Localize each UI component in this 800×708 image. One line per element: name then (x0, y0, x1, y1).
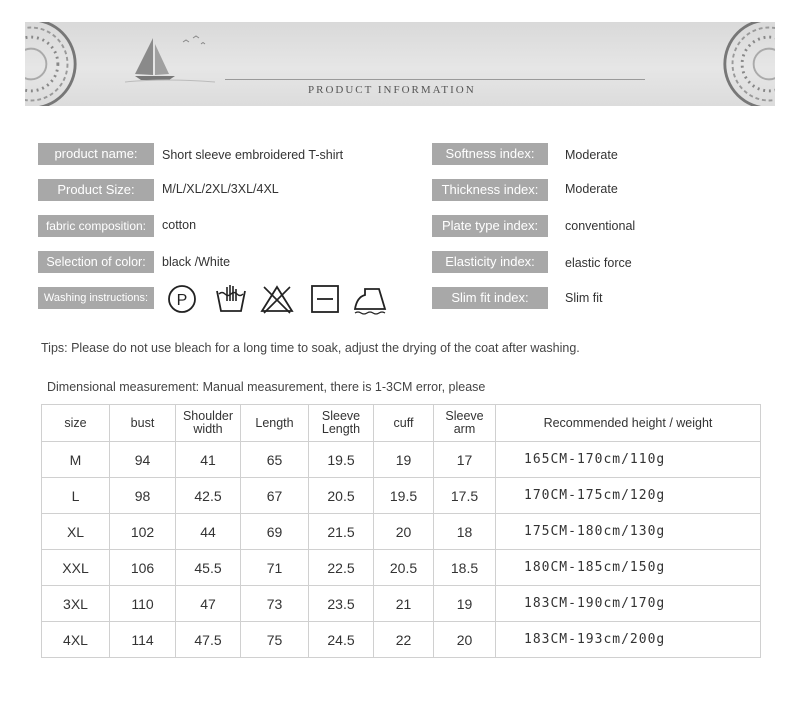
table-cell: M (42, 442, 110, 478)
value-softness-index: Moderate (565, 148, 618, 162)
value-product-name: Short sleeve embroidered T-shirt (162, 148, 344, 162)
table-cell: 41 (176, 442, 241, 478)
table-cell: 20 (434, 622, 496, 658)
header-cuff: cuff (374, 405, 434, 442)
table-cell: 22.5 (309, 550, 374, 586)
table-cell: 22 (374, 622, 434, 658)
table-cell: 47 (176, 586, 241, 622)
dry-clean-p-icon (169, 286, 195, 312)
table-cell: 102 (110, 514, 176, 550)
label-thickness-index: Thickness index: (432, 179, 548, 201)
header-bust: bust (110, 405, 176, 442)
label-washing-instructions: Washing instructions: (38, 287, 154, 309)
table-row (42, 550, 761, 586)
table-row (42, 622, 761, 658)
table-cell: XXL (42, 550, 110, 586)
table-cell: 106 (110, 550, 176, 586)
banner-title: PRODUCT INFORMATION (308, 84, 476, 96)
table-cell: 19.5 (309, 442, 374, 478)
banner-divider (225, 79, 645, 80)
value-fabric-composition: cotton (162, 218, 197, 232)
label-product-size: Product Size: (38, 179, 154, 201)
table-cell: 183CM-193cm/200g (496, 622, 761, 658)
table-row (42, 442, 761, 478)
header-recommended: Recommended height / weight (496, 405, 761, 442)
table-cell: 183CM-190cm/170g (496, 586, 761, 622)
no-bleach-icon (262, 287, 292, 313)
table-cell: 65 (241, 442, 309, 478)
table-cell: XL (42, 514, 110, 550)
label-plate-type-index: Plate type index: (432, 215, 548, 237)
washing-tips: Tips: Please do not use bleach for a long time to soak, adjust the drying of the coat after washing. (41, 341, 580, 355)
table-cell: 165CM-170cm/110g (496, 442, 761, 478)
table-cell: 98 (110, 478, 176, 514)
table-cell: 20.5 (309, 478, 374, 514)
label-slim-fit-index: Slim fit index: (432, 287, 548, 309)
size-chart-table (41, 404, 761, 658)
table-cell: 175CM-180cm/130g (496, 514, 761, 550)
label-elasticity-index: Elasticity index: (432, 251, 548, 273)
table-cell: 19.5 (374, 478, 434, 514)
table-cell: 42.5 (176, 478, 241, 514)
table-cell: 17.5 (434, 478, 496, 514)
table-cell: 114 (110, 622, 176, 658)
header-length: Length (241, 405, 309, 442)
value-plate-type-index: conventional (565, 219, 636, 233)
table-cell: 180CM-185cm/150g (496, 550, 761, 586)
ornament-medallion-right (721, 22, 775, 106)
label-selection-of-color: Selection of color: (38, 251, 154, 273)
table-cell: 44 (176, 514, 241, 550)
value-selection-of-color: black /White (162, 255, 231, 269)
washing-icons (165, 283, 395, 315)
table-cell: 4XL (42, 622, 110, 658)
table-cell: 45.5 (176, 550, 241, 586)
table-row (42, 514, 761, 550)
table-cell: 24.5 (309, 622, 374, 658)
table-cell: 47.5 (176, 622, 241, 658)
hand-wash-icon (217, 285, 245, 311)
table-cell: 17 (434, 442, 496, 478)
table-cell: 19 (434, 586, 496, 622)
table-cell: 19 (374, 442, 434, 478)
iron-icon (355, 289, 385, 314)
table-cell: 75 (241, 622, 309, 658)
table-cell: 110 (110, 586, 176, 622)
header-size: size (42, 405, 110, 442)
table-cell: 18 (434, 514, 496, 550)
label-product-name: product name: (38, 143, 154, 165)
svg-text:P: P (176, 292, 188, 309)
table-cell: 73 (241, 586, 309, 622)
measurement-note: Dimensional measurement: Manual measurement, there is 1-3CM error, please (47, 380, 486, 394)
table-cell: 94 (110, 442, 176, 478)
value-slim-fit-index: Slim fit (565, 291, 603, 305)
value-product-size: M/L/XL/2XL/3XL/4XL (162, 182, 279, 196)
table-cell: 21 (374, 586, 434, 622)
table-cell: 18.5 (434, 550, 496, 586)
value-elasticity-index: elastic force (565, 256, 632, 270)
ornament-medallion-left (25, 22, 79, 106)
table-cell: 71 (241, 550, 309, 586)
product-info-banner (25, 22, 775, 106)
line-dry-icon (312, 286, 338, 312)
table-cell: 20.5 (374, 550, 434, 586)
table-cell: 3XL (42, 586, 110, 622)
label-softness-index: Softness index: (432, 143, 548, 165)
table-cell: 170CM-175cm/120g (496, 478, 761, 514)
value-thickness-index: Moderate (565, 182, 618, 196)
table-row (42, 586, 761, 622)
label-fabric-composition: fabric composition: (38, 215, 154, 237)
table-cell: 23.5 (309, 586, 374, 622)
table-cell: 67 (241, 478, 309, 514)
header-shoulder-width: Shoulder width (176, 405, 241, 442)
table-row (42, 478, 761, 514)
table-cell: L (42, 478, 110, 514)
table-cell: 21.5 (309, 514, 374, 550)
header-sleeve-length: Sleeve Length (309, 405, 374, 442)
sailboat-illustration (105, 28, 225, 88)
table-cell: 20 (374, 514, 434, 550)
header-sleeve-arm: Sleeve arm (434, 405, 496, 442)
table-header-row (42, 405, 761, 442)
table-cell: 69 (241, 514, 309, 550)
